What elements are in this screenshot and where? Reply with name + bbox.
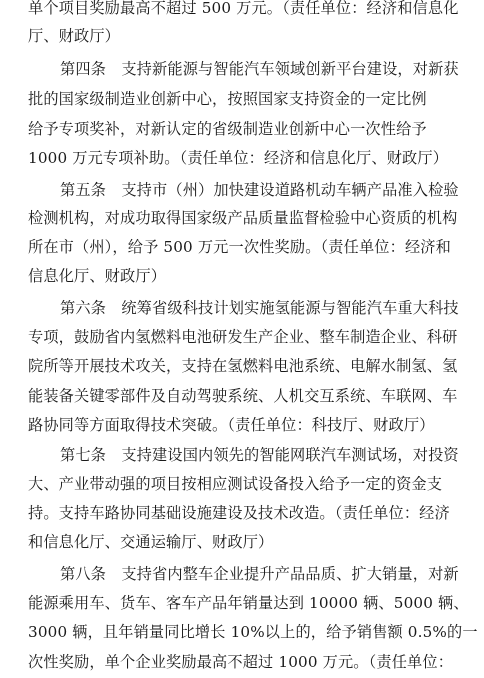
text-line-14: 能装备关键零部件及自动驾驶系统、人机交互系统、车联网、车	[28, 387, 458, 405]
text-line-9: 所在市（州），给予 500 万元一次性奖励。（责任单位：经济和	[28, 238, 451, 256]
text-line-1: 单个项目奖励最高不超过 500 万元。（责任单位：经济和信息化	[28, 0, 459, 17]
text-line-12: 专项，鼓励省内氢燃料电池研发生产企业、整车制造企业、科研	[28, 328, 458, 346]
text-line-7: 第五条 支持市（州）加快建设道路机动车辆产品准入检验	[60, 181, 459, 199]
text-line-11: 第六条 统筹省级科技计划实施氢能源与智能汽车重大科技	[60, 299, 459, 317]
text-line-20: 第八条 支持省内整车企业提升产品品质、扩大销量，对新	[60, 565, 459, 583]
text-line-4: 批的国家级制造业创新中心，按照国家支持资金的一定比例	[28, 90, 427, 108]
text-line-17: 大、产业带动强的项目按相应测试设备投入给予一定的资金支	[28, 475, 443, 493]
text-line-2: 厅、财政厅）	[28, 27, 121, 45]
text-line-18: 持。支持车路协同基础设施建设及技术改造。（责任单位：经济	[28, 504, 450, 522]
text-line-19: 和信息化厅、交通运输厅、财政厅）	[28, 533, 274, 551]
text-line-5: 给予专项奖补，对新认定的省级制造业创新中心一次性给予	[28, 120, 427, 138]
text-line-8: 检测机构，对成功取得国家级产品质量监督检验中心资质的机构	[28, 209, 458, 227]
text-line-15: 路协同等方面取得技术突破。（责任单位：科技厅、财政厅）	[28, 416, 435, 434]
text-line-21: 能源乘用车、货车、客车产品年销量达到 10000 辆、5000 辆、	[28, 594, 469, 612]
text-line-16: 第七条 支持建设国内领先的智能网联汽车测试场，对投资	[60, 446, 459, 464]
text-line-10: 信息化厅、财政厅）	[28, 267, 167, 285]
text-line-6: 1000 万元专项补助。（责任单位：经济和信息化厅、财政厅）	[28, 149, 449, 167]
text-line-23: 次性奖励，单个企业奖励最高不超过 1000 万元。（责任单位：	[28, 653, 454, 671]
text-line-22: 3000 辆，且年销量同比增长 10%以上的，给予销售额 0.5%的一	[28, 623, 478, 641]
text-line-3: 第四条 支持新能源与智能汽车领域创新平台建设，对新获	[60, 60, 459, 78]
text-line-13: 院所等开展技术攻关，支持在氢燃料电池系统、电解水制氢、氢	[28, 357, 458, 375]
